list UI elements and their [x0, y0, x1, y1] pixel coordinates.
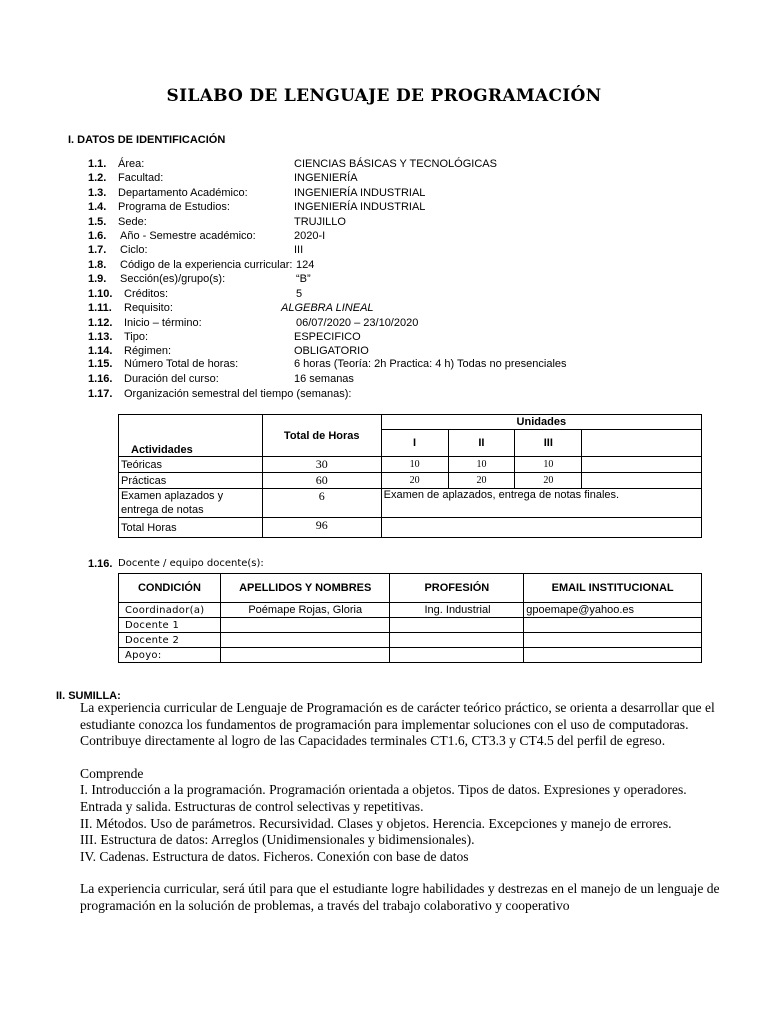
activity-total: 60	[262, 473, 381, 489]
item-value: 06/07/2020 – 23/10/2020	[296, 317, 419, 329]
item-number: 1.16.	[88, 558, 113, 570]
item-value: 5	[296, 288, 303, 300]
activity-note: Examen de aplazados, entrega de notas finales.	[381, 489, 701, 518]
item-value: 6 horas (Teoría: 2h Practica: 4 h) Todas no presenciales	[294, 358, 567, 370]
header-unidades: Unidades	[381, 415, 701, 430]
item-label: Área:	[118, 158, 145, 170]
header-unit-3: III	[515, 430, 582, 457]
unit-hours: 20	[381, 473, 448, 489]
item-label: Ciclo:	[120, 244, 148, 256]
item-number: 1.12.	[88, 317, 113, 329]
activity-name: Total Horas	[119, 518, 263, 538]
item-value: INGENIERÍA INDUSTRIAL	[294, 201, 426, 213]
sumilla-body	[80, 700, 730, 915]
table-row	[119, 648, 702, 663]
hours-table	[118, 414, 702, 538]
item-label: Año - Semestre académico:	[120, 230, 256, 242]
table-row	[119, 603, 702, 618]
unit-hours: 10	[515, 457, 582, 473]
header-condicion: CONDICIÓN	[119, 574, 221, 603]
email-cell	[524, 633, 702, 648]
nombre-cell	[220, 618, 390, 633]
condicion-cell: Docente 2	[119, 633, 221, 648]
condicion-cell: Apoyo:	[119, 648, 221, 663]
table-row	[119, 473, 702, 489]
item-value: 2020-I	[294, 230, 326, 242]
item-label: Departamento Académico:	[118, 187, 248, 199]
item-label: Programa de Estudios:	[118, 201, 230, 213]
item-label: Régimen:	[124, 345, 172, 357]
item-number: 1.13.	[88, 331, 113, 343]
activity-name: Prácticas	[119, 473, 263, 489]
header-apellidos-nombres: APELLIDOS Y NOMBRES	[220, 574, 390, 603]
item-value: ALGEBRA LINEAL	[281, 302, 374, 314]
empty-cell	[381, 518, 701, 538]
item-value: 16 semanas	[294, 373, 354, 385]
item-value: “B”	[296, 273, 311, 285]
item-number: 1.1.	[88, 158, 107, 170]
profesion-cell	[390, 633, 524, 648]
item-label: Tipo:	[124, 331, 149, 343]
profesion-cell	[390, 618, 524, 633]
comprende-label: Comprende	[80, 765, 144, 781]
item-label: Código de la experiencia curricular:	[120, 259, 293, 271]
sumilla-paragraph: La experiencia curricular de Lenguaje de Programación es de carácter teórico práctico, se orienta a desarrollar que el estudiante conozca los fundamentos de programación para implementar soluciones con el uso de computadoras. Contribuye directamente al logro de las Capacidades terminales CT1.6, CT3.3 y CT4.5 del perfil de egreso.	[80, 700, 715, 749]
activity-total: 96	[262, 518, 381, 538]
nombre-cell	[220, 648, 390, 663]
item-number: 1.3.	[88, 187, 107, 199]
nombre-cell: Poémape Rojas, Gloria	[220, 603, 390, 618]
item-value: INGENIERÍA	[294, 172, 358, 184]
header-empty-cell	[582, 430, 702, 457]
item-number: 1.15.	[88, 358, 113, 370]
activity-name: Teóricas	[119, 457, 263, 473]
header-profesion: PROFESIÓN	[390, 574, 524, 603]
item-value: CIENCIAS BÁSICAS Y TECNOLÓGICAS	[294, 158, 497, 170]
empty-cell	[582, 473, 702, 489]
unit-description: IV. Cadenas. Estructura de datos. Ficheros. Conexión con base de datos	[80, 848, 469, 864]
item-number: 1.8.	[88, 259, 107, 271]
item-number: 1.6.	[88, 230, 107, 242]
item-value: OBLIGATORIO	[294, 345, 369, 357]
item-label: Inicio – término:	[124, 317, 202, 329]
condicion-cell: Coordinador(a)	[119, 603, 221, 618]
table-row	[119, 518, 702, 538]
header-unit-2: II	[448, 430, 515, 457]
table-row	[119, 489, 702, 518]
profesion-cell: Ing. Industrial	[390, 603, 524, 618]
item-label: Créditos:	[124, 288, 169, 300]
item-value: III	[294, 244, 304, 256]
item-number: 1.11.	[88, 302, 112, 314]
item-number: 1.10.	[88, 288, 113, 300]
item-number: 1.17.	[88, 388, 113, 400]
header-email: EMAIL INSTITUCIONAL	[524, 574, 702, 603]
item-label: Organización semestral del tiempo (semanas):	[124, 388, 352, 400]
item-label: Requisito:	[124, 302, 173, 314]
unit-hours: 10	[381, 457, 448, 473]
item-number: 1.5.	[88, 216, 107, 228]
unit-description: I. Introducción a la programación. Programación orientada a objetos. Tipos de datos. Expresiones y operadores. Entrada y salida. Estructuras de control selectivas y repetitivas.	[80, 782, 687, 814]
table-row	[119, 457, 702, 473]
item-number: 1.9.	[88, 273, 107, 285]
table-row	[119, 633, 702, 648]
item-label: Sección(es)/grupo(s):	[120, 273, 226, 285]
unit-description: II. Métodos. Uso de parámetros. Recursividad. Clases y objetos. Herencia. Excepciones y manejo de errores.	[80, 815, 672, 831]
table-row	[119, 618, 702, 633]
docente-heading-text: Docente / equipo docente(s):	[118, 558, 264, 569]
activity-total: 30	[262, 457, 381, 473]
item-label: Duración del curso:	[124, 373, 219, 385]
condicion-cell: Docente 1	[119, 618, 221, 633]
header-total-horas: Total de Horas	[262, 415, 381, 457]
nombre-cell	[220, 633, 390, 648]
email-cell	[524, 618, 702, 633]
profesion-cell	[390, 648, 524, 663]
unit-hours: 20	[448, 473, 515, 489]
unit-hours: 20	[515, 473, 582, 489]
section-heading-sumilla: II. SUMILLA:	[56, 690, 121, 702]
unit-description: III. Estructura de datos: Arreglos (Unidimensionales y bidimensionales).	[80, 832, 475, 848]
item-label: Número Total de horas:	[124, 358, 239, 370]
empty-cell	[582, 457, 702, 473]
activity-total: 6	[262, 489, 381, 518]
item-label: Facultad:	[118, 172, 164, 184]
document-title: SILABO DE LENGUAJE DE PROGRAMACIÓN	[166, 86, 602, 106]
item-number: 1.7.	[88, 244, 107, 256]
item-number: 1.2.	[88, 172, 107, 184]
item-value: INGENIERÍA INDUSTRIAL	[294, 187, 426, 199]
docente-table	[118, 573, 702, 663]
item-number: 1.14.	[88, 345, 113, 357]
item-number: 1.16.	[88, 373, 113, 385]
item-number: 1.4.	[88, 201, 107, 213]
header-unit-1: I	[381, 430, 448, 457]
header-actividades: Actividades	[119, 415, 263, 457]
email-cell: gpoemape@yahoo.es	[524, 603, 702, 618]
email-cell	[524, 648, 702, 663]
activity-name: Examen aplazados y entrega de notas	[119, 489, 263, 518]
section-heading-identificacion: I. DATOS DE IDENTIFICACIÓN	[68, 134, 226, 146]
sumilla-closing-paragraph: La experiencia curricular, será útil para que el estudiante logre habilidades y destrezas en el manejo de un lenguaje de programación en la solución de problemas, a través del trabajo colaborativo y cooperativo	[80, 881, 720, 913]
item-value: ESPECIFICO	[294, 331, 361, 343]
unit-hours: 10	[448, 457, 515, 473]
item-value: 124	[296, 259, 315, 271]
item-label: Sede:	[118, 216, 147, 228]
item-value: TRUJILLO	[294, 216, 346, 228]
